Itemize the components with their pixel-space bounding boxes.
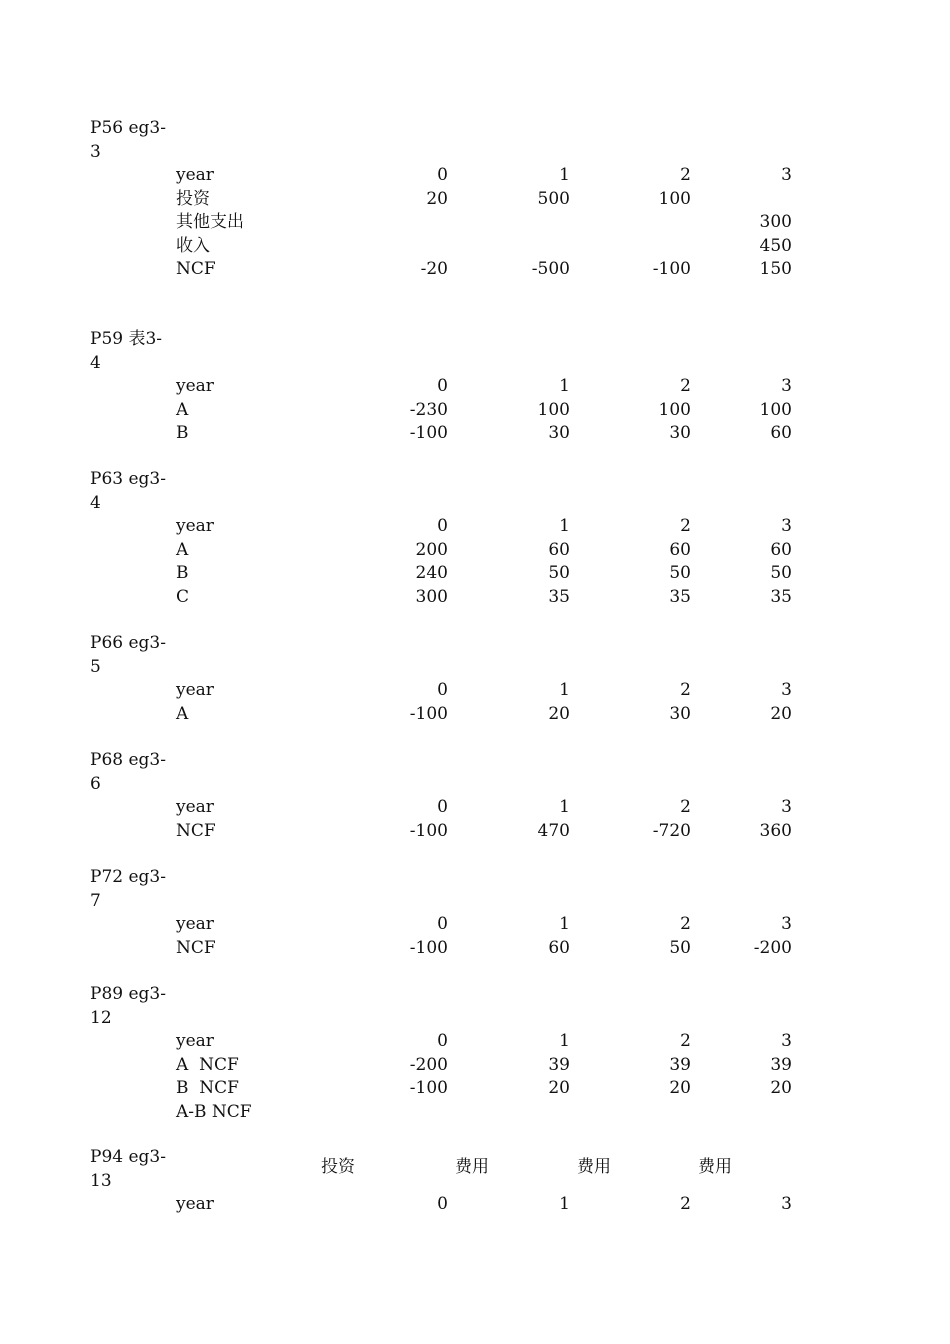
cell: 300 <box>415 586 448 607</box>
cell: 2 <box>680 1194 691 1214</box>
cell: 100 <box>759 399 792 420</box>
row-label: NCF <box>176 820 216 841</box>
table-header-row <box>0 1030 950 1054</box>
cell: 150 <box>759 259 792 279</box>
table-header-row <box>0 1193 950 1217</box>
cell: 1 <box>559 165 570 185</box>
cell: -100 <box>409 1078 448 1098</box>
table-row <box>0 258 950 282</box>
cell: 3 <box>781 797 792 817</box>
cell: 0 <box>437 914 448 934</box>
row-label: A-B NCF <box>176 1101 252 1122</box>
cell: 3 <box>781 516 792 536</box>
table-header-row <box>0 515 950 539</box>
cell: 39 <box>669 1054 691 1075</box>
cell: 50 <box>669 563 691 583</box>
section-label: P68 eg3- 6 <box>90 750 166 794</box>
cell: 100 <box>537 399 570 420</box>
cell: 1 <box>559 1031 570 1051</box>
header-cell: 费用 <box>577 1157 611 1177</box>
cell: 20 <box>669 1078 691 1098</box>
cell: 20 <box>770 1078 792 1098</box>
cell: 60 <box>548 539 570 560</box>
cell: -20 <box>420 259 448 279</box>
cell: 30 <box>669 703 691 724</box>
row-label: year <box>176 797 214 817</box>
cell: 100 <box>658 188 691 209</box>
cell: -100 <box>652 259 691 279</box>
cell: -720 <box>652 820 691 841</box>
table-row <box>0 235 950 259</box>
cell: 35 <box>770 586 792 607</box>
cell: 470 <box>537 820 570 841</box>
table-row <box>0 820 950 844</box>
table-row <box>0 539 950 563</box>
cell: 3 <box>781 165 792 185</box>
cell: 2 <box>680 376 691 396</box>
row-label: A <box>176 399 189 420</box>
cell: 2 <box>680 914 691 934</box>
cell: 360 <box>759 820 792 841</box>
cell: 1 <box>559 1194 570 1214</box>
cell: 39 <box>548 1054 570 1075</box>
cell: -100 <box>409 423 448 443</box>
cell: 35 <box>548 586 570 607</box>
cell: 0 <box>437 797 448 817</box>
cell: 3 <box>781 376 792 396</box>
cell: 1 <box>559 680 570 700</box>
section-label: P89 eg3- 12 <box>90 984 166 1028</box>
row-label: B <box>176 563 189 583</box>
cell: 450 <box>759 235 792 256</box>
row-label: NCF <box>176 937 216 958</box>
cell: 39 <box>770 1054 792 1075</box>
section-label: P72 eg3- 7 <box>90 867 166 911</box>
row-label: 投资 <box>176 188 210 209</box>
cell: 0 <box>437 376 448 396</box>
section-label: P66 eg3- 5 <box>90 633 166 677</box>
row-label: 收入 <box>176 235 210 256</box>
table-header-row <box>0 164 950 188</box>
cell: 3 <box>781 1031 792 1051</box>
row-label: C <box>176 586 190 607</box>
row-label: year <box>176 516 214 536</box>
row-label: year <box>176 1031 214 1051</box>
row-label: year <box>176 914 214 934</box>
cell: 20 <box>426 188 448 209</box>
cell: 3 <box>781 914 792 934</box>
cell: 100 <box>658 399 691 420</box>
table-row <box>0 399 950 423</box>
table-row <box>0 1077 950 1101</box>
cell: 2 <box>680 516 691 536</box>
cell: 0 <box>437 1194 448 1214</box>
cell: 1 <box>559 376 570 396</box>
row-label: B <box>176 423 189 443</box>
cell: 2 <box>680 165 691 185</box>
header-cell: 投资 <box>321 1157 355 1177</box>
cell: 30 <box>669 423 691 443</box>
cell: -100 <box>409 820 448 841</box>
table-row <box>0 1054 950 1078</box>
cell: -500 <box>531 259 570 279</box>
row-label: year <box>176 376 214 396</box>
cell: 2 <box>680 1031 691 1051</box>
cell: 30 <box>548 423 570 443</box>
cell: 1 <box>559 914 570 934</box>
cell: -230 <box>409 399 448 420</box>
cell: 3 <box>781 680 792 700</box>
row-label: year <box>176 1194 214 1214</box>
cell: 1 <box>559 516 570 536</box>
header-cell: 费用 <box>455 1157 489 1177</box>
row-label: A NCF <box>176 1054 239 1075</box>
cell: 50 <box>770 563 792 583</box>
cell: -100 <box>409 937 448 958</box>
section-label: P56 eg3- 3 <box>90 118 166 162</box>
cell: 20 <box>548 703 570 724</box>
cell: 60 <box>669 539 691 560</box>
cell: 2 <box>680 797 691 817</box>
cell: 60 <box>770 423 792 443</box>
table-row <box>0 211 950 235</box>
section-label: P94 eg3- 13 <box>90 1147 166 1191</box>
cell: 35 <box>669 586 691 607</box>
table-row <box>0 586 950 610</box>
table-row <box>0 562 950 586</box>
cell: 0 <box>437 680 448 700</box>
cell: 60 <box>770 539 792 560</box>
row-label: 其他支出 <box>176 212 244 232</box>
table-row <box>0 1101 950 1125</box>
cell: -100 <box>409 703 448 724</box>
cell: 0 <box>437 516 448 536</box>
row-label: B NCF <box>176 1078 239 1098</box>
row-label: year <box>176 680 214 700</box>
table-row <box>0 188 950 212</box>
cell: 2 <box>680 680 691 700</box>
cell: 3 <box>781 1194 792 1214</box>
section-label: P59 表3- 4 <box>90 329 163 373</box>
cell: 60 <box>548 937 570 958</box>
cell: 20 <box>548 1078 570 1098</box>
cell: 1 <box>559 797 570 817</box>
table-header-row <box>0 913 950 937</box>
section-label: P63 eg3- 4 <box>90 469 166 513</box>
table-row <box>0 703 950 727</box>
table-header-row <box>0 679 950 703</box>
row-label: A <box>176 703 189 724</box>
table-row <box>0 937 950 961</box>
cell: 300 <box>759 212 792 232</box>
row-label: year <box>176 165 214 185</box>
table-header-row <box>0 796 950 820</box>
cell: 240 <box>415 563 448 583</box>
table-header-row <box>0 375 950 399</box>
cell: 0 <box>437 165 448 185</box>
cell: 200 <box>415 539 448 560</box>
table-row <box>0 422 950 446</box>
cell: 50 <box>669 937 691 958</box>
row-label: A <box>176 539 189 560</box>
row-label: NCF <box>176 259 216 279</box>
header-cell: 费用 <box>698 1157 732 1177</box>
cell: 20 <box>770 703 792 724</box>
cell: -200 <box>753 937 792 958</box>
table-top-header-row <box>0 1156 950 1180</box>
cell: 50 <box>548 563 570 583</box>
cell: -200 <box>409 1054 448 1075</box>
cell: 0 <box>437 1031 448 1051</box>
cell: 500 <box>537 188 570 209</box>
